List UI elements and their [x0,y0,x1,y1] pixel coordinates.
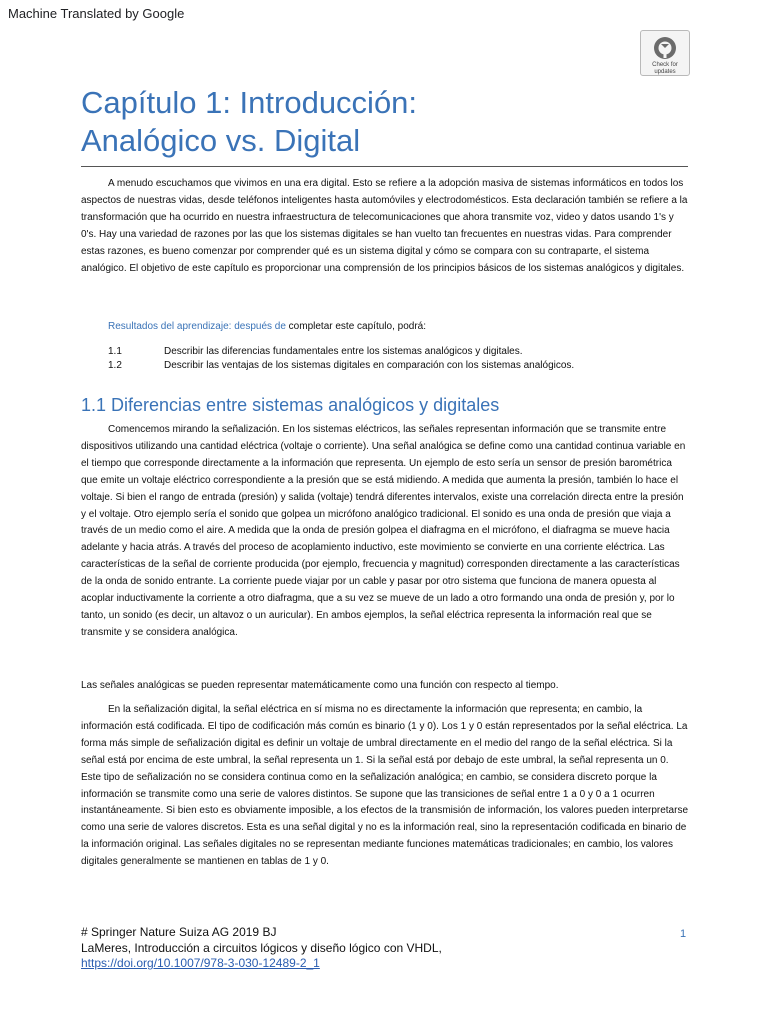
doi-link[interactable]: https://doi.org/10.1007/978-3-030-12489-2_1 [81,956,320,970]
title-divider [81,166,688,167]
badge-label-line1: Check for [652,62,678,68]
badge-label-line2: updates [654,68,676,75]
intro-paragraph: A menudo escuchamos que vivimos en una era digital. Esto se refiere a la adopción masiva de sistemas informáticos en todos los aspectos de nuestras vidas, desde teléfonos inteligentes hasta automóviles y electrodomésticos. Esta declaración también se refiere a la transformación que ha ocurrido en nuestra infraestructura de telecomunicaciones que ahora transmite voz, video y datos usando 1's y 0's. Hay una variedad de razones por las que los sistemas digitales se han vuelto tan frecuentes en nuestras vidas. Para comprender estas razones, es bueno comenzar por comprender qué es un sistema digital y cómo se compara con su contraparte, el sistema analógico. El objetivo de este capítulo es proporcionar una comprensión de los principios básicos de los sistemas analógicos y digitales. [81,178,688,274]
outcome-text: Describir las ventajas de los sistemas digitales en comparación con los sistemas analógicos. [164,360,575,371]
outcome-number: 1.2 [108,360,122,371]
section-heading: 1.1 Diferencias entre sistemas analógicos y digitales [81,395,500,415]
section-paragraph-2: Las señales analógicas se pueden representar matemáticamente como una función con respecto al tiempo. [81,680,559,691]
machine-translated-banner: Machine Translated by Google [8,6,185,21]
learning-outcomes-intro [108,320,426,334]
chapter-title-line2: Analógico vs. Digital [81,123,361,158]
learning-outcome-item [108,345,668,359]
section-paragraph-3: En la señalización digital, la señal eléctrica en sí misma no es directamente la información que representa; en cambio, la información está codificada. El tipo de codificación más común es binario (1 y 0). Los 1 y 0 están representados por la señal eléctrica. La forma más simple de señalización digital es definir un voltaje de umbral directamente en el medio del rango de la señal eléctrica. Si la señal está por encima de este umbral, la señal representa un 1. Si la señal está por debajo de este umbral, la señal representa un 0. Este tipo de señalización no se considera continua como en la señalización analógica; en cambio, se considera discreto porque la información se transmite como una serie de valores distintos. Se supone que las transiciones de señal entre 1 a 0 y 0 a 1 ocurren instantáneamente. Si bien esto es obviamente imposible, a los efectos de la transmisión de información, los valores pueden interpretarse como una serie de valores discretos. Esta es una señal digital y no es la información real, sino la representación codificada en binario de la información original. Las señales digitales no se representan mediante funciones matemáticas tradicionales; en cambio, los valores digitales generalmente se mantienen en tablas de 1 y 0. [81,704,689,868]
section-paragraph-1: Comencemos mirando la señalización. En los sistemas eléctricos, las señales representan información que se transmite entre dispositivos utilizando una cantidad eléctrica (voltaje o corriente). Una señal analógica se define como una cantidad continua variable en el tiempo que corresponde directamente a la información que representa. Un ejemplo de esto sería un sensor de presión barométrica que emite un voltaje eléctrico correspondiente a la presión que se está midiendo. A medida que aumenta la presión, también lo hace el voltaje. Si bien el rango de entrada (presión) y salida (voltaje) tendrá diferentes intervalos, existe una correlación directa entre la presión y el voltaje. Otro ejemplo sería el sonido que golpea un micrófono analógico tradicional. El sonido es una onda de presión que viaja a través de un medio como el aire. A medida que la onda de presión golpea el diafragma en el micrófono, el diafragma se mueve hacia adelante y hacia atrás. A través del proceso de acoplamiento inductivo, este movimiento se convierte en una corriente eléctrica. Las características de la señal de corriente producida (por ejemplo, frecuencia y magnitud) corresponden directamente a las características de la onda de sonido entrante. La corriente puede viajar por un cable y pasar por otro sistema que funciona de manera opuesta al acoplar inductivamente la corriente a otro diafragma, que a su vez se mueve de un lado a otro formando una onda de presión y, por lo tanto, un sonido (es decir, un altavoz o un auricular). En ambos ejemplos, la señal eléctrica representa la información real que se transmite y se considera analógica. [81,424,686,638]
chapter-title-line1: Capítulo 1: Introducción: [81,85,418,120]
footer-copyright: # Springer Nature Suiza AG 2019 BJ [81,925,277,939]
learning-outcomes-label: Resultados del aprendizaje: después de [108,321,286,332]
page-number: 1 [680,928,687,940]
learning-outcome-item [108,359,668,373]
chapter-title [81,84,417,160]
outcome-text: Describir las diferencias fundamentales entre los sistemas analógicos y digitales. [164,346,523,357]
learning-outcomes-rest: completar este capítulo, podrá: [285,321,426,332]
citation-footer [81,925,442,972]
check-for-updates-icon [652,35,678,61]
footer-book-citation: LaMeres, Introducción a circuitos lógicos y diseño lógico con VHDL, [81,940,442,955]
check-for-updates-badge[interactable] [640,30,690,76]
outcome-number: 1.1 [108,346,122,357]
